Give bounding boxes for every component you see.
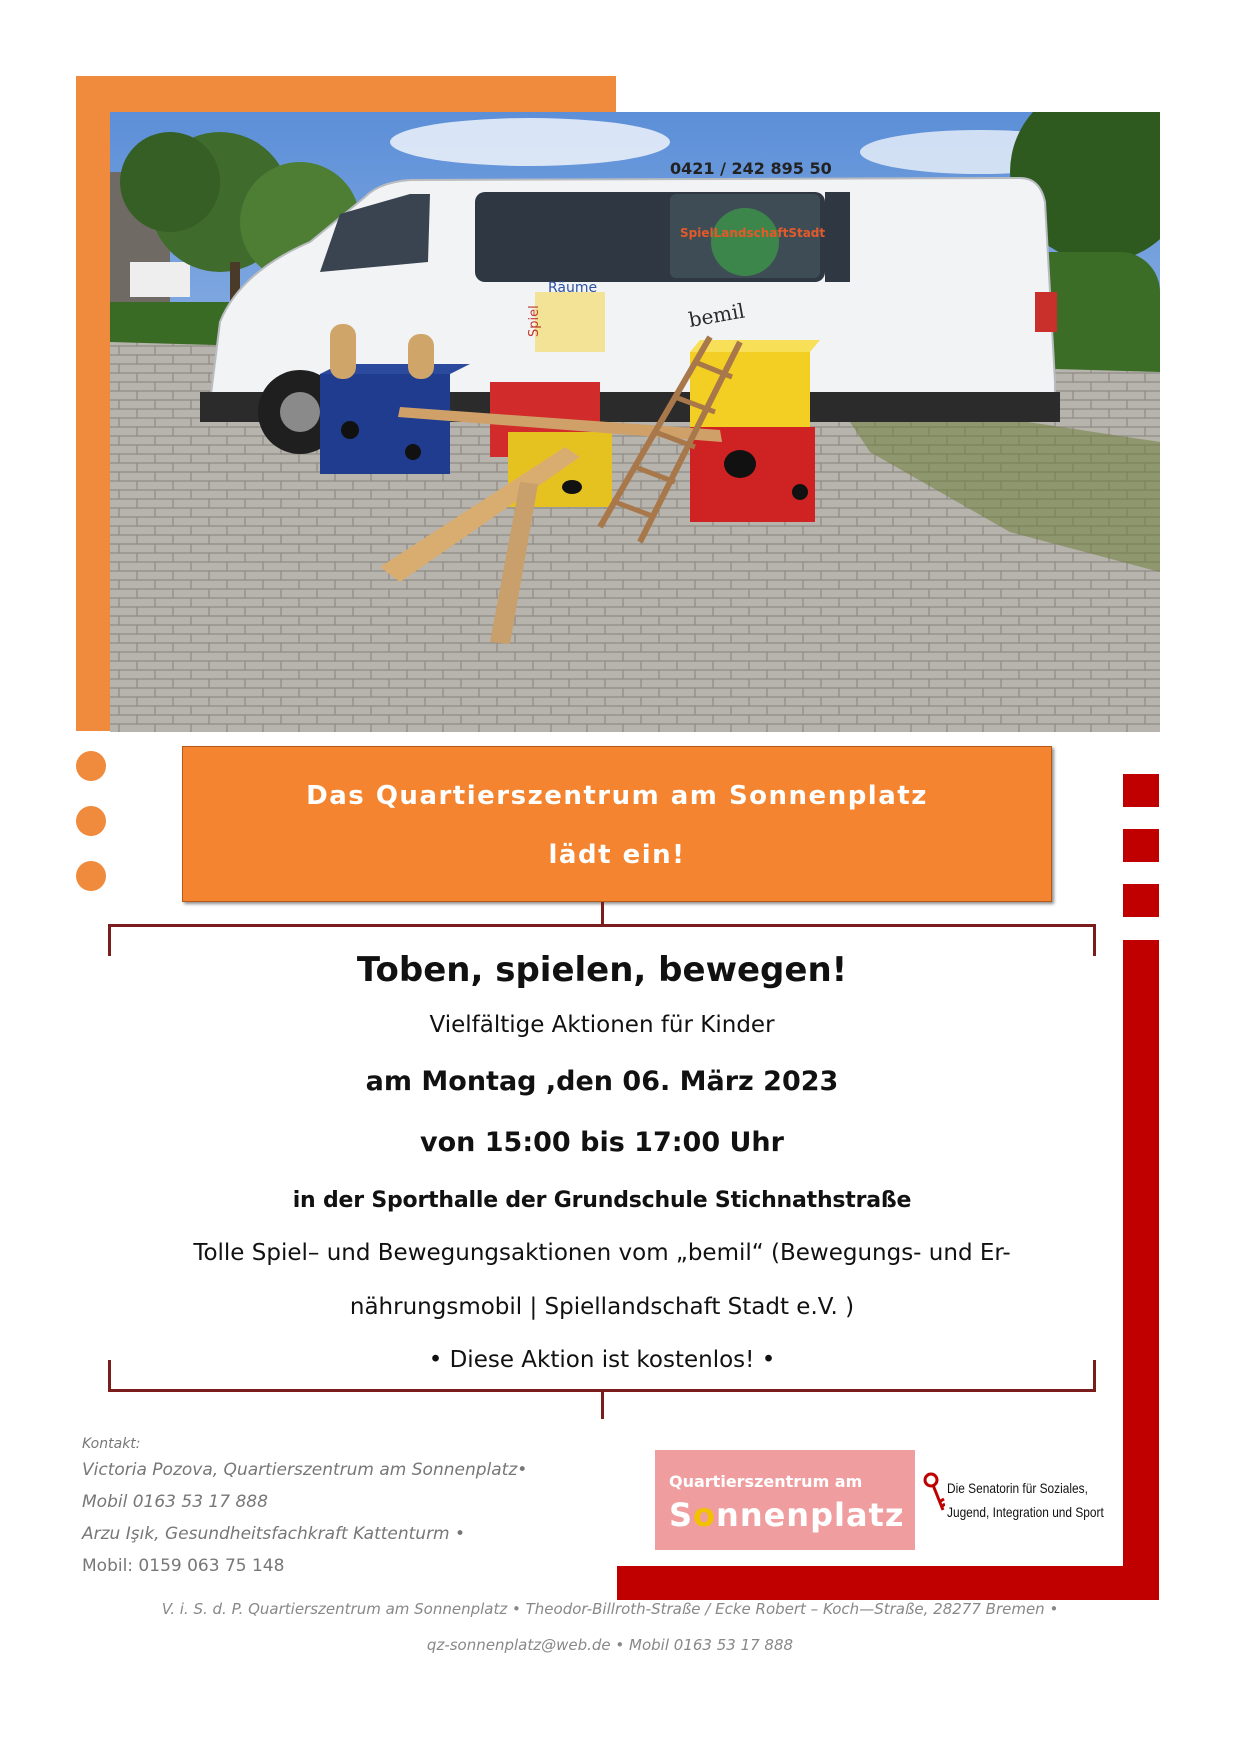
- bracket-bottom-stem: [601, 1389, 604, 1419]
- event-description-line-1: Tolle Spiel– und Bewegungsaktionen vom „bemil“ (Bewegungs- und Er-: [193, 1240, 1011, 1266]
- footer-contact: qz-sonnenplatz@web.de • Mobil 0163 53 17 888: [426, 1636, 794, 1654]
- contact-line-2: Mobil 0163 53 17 888: [82, 1492, 268, 1512]
- event-photo: [110, 112, 1160, 732]
- red-square: [1123, 774, 1159, 807]
- invite-line-2: lädt ein!: [548, 840, 686, 870]
- contact-line-4: Mobil: 0159 063 75 148: [82, 1556, 285, 1576]
- van-bemil-text: bemil: [686, 298, 747, 332]
- red-square: [1123, 884, 1159, 917]
- qz-logo-s: S: [669, 1496, 694, 1534]
- event-subheadline: Vielfältige Aktionen für Kinder: [429, 1012, 775, 1038]
- event-location: in der Sporthalle der Grundschule Stichnathstraße: [292, 1188, 912, 1213]
- red-square: [1123, 829, 1159, 862]
- orange-dot: [76, 861, 106, 891]
- red-frame-bottom: [617, 1566, 1159, 1600]
- senator-line-1: Die Senatorin für Soziales,: [947, 1480, 1088, 1496]
- qz-logo-rest: nnenplatz: [716, 1496, 905, 1534]
- qz-logo-line-2: [669, 1496, 904, 1534]
- orange-dot: [76, 751, 106, 781]
- van-phone-number: 0421 / 242 895 50: [670, 159, 832, 178]
- contact-line-1: Victoria Pozova, Quartierszentrum am Sonnenplatz•: [82, 1460, 528, 1480]
- invite-banner: [182, 746, 1052, 902]
- orange-frame-left: [76, 76, 110, 731]
- red-frame-right: [1123, 940, 1159, 1600]
- event-free-note: • Diese Aktion ist kostenlos! •: [428, 1347, 776, 1373]
- event-description-line-2: nährungsmobil | Spiellandschaft Stadt e.V. ): [349, 1294, 855, 1320]
- footer-imprint: V. i. S. d. P. Quartierszentrum am Sonnenplatz • Theodor-Billroth-Straße / Ecke Robert – Koch—Straße, 28277 Bremen •: [161, 1600, 1059, 1618]
- sun-icon: o: [693, 1496, 717, 1534]
- van-playground-illustration: [110, 112, 1160, 732]
- van-spiel-text: Spiel: [527, 305, 542, 337]
- qz-logo-line-1: Quartierszentrum am: [669, 1472, 863, 1491]
- quartierszentrum-logo: [655, 1450, 915, 1550]
- event-time: von 15:00 bis 17:00 Uhr: [420, 1127, 784, 1158]
- bremen-key-icon: [923, 1472, 945, 1518]
- event-date: am Montag ,den 06. März 2023: [365, 1066, 839, 1097]
- bracket-top-line: [108, 924, 1096, 927]
- van-brand-text: SpielLandschaftStadt: [680, 226, 826, 240]
- event-headline: Toben, spielen, bewegen!: [356, 950, 848, 990]
- contact-line-3: Arzu Işık, Gesundheitsfachkraft Kattenturm •: [82, 1524, 466, 1544]
- bracket-top-stem: [601, 902, 604, 926]
- contact-label: Kontakt:: [82, 1436, 141, 1452]
- senator-logo: [923, 1464, 1123, 1534]
- senator-line-2: Jugend, Integration und Sport: [947, 1504, 1104, 1520]
- invite-line-1: Das Quartierszentrum am Sonnenplatz: [306, 781, 928, 811]
- orange-dot: [76, 806, 106, 836]
- van-spielraeume-text: Räume: [548, 280, 598, 296]
- orange-frame-top: [76, 76, 616, 112]
